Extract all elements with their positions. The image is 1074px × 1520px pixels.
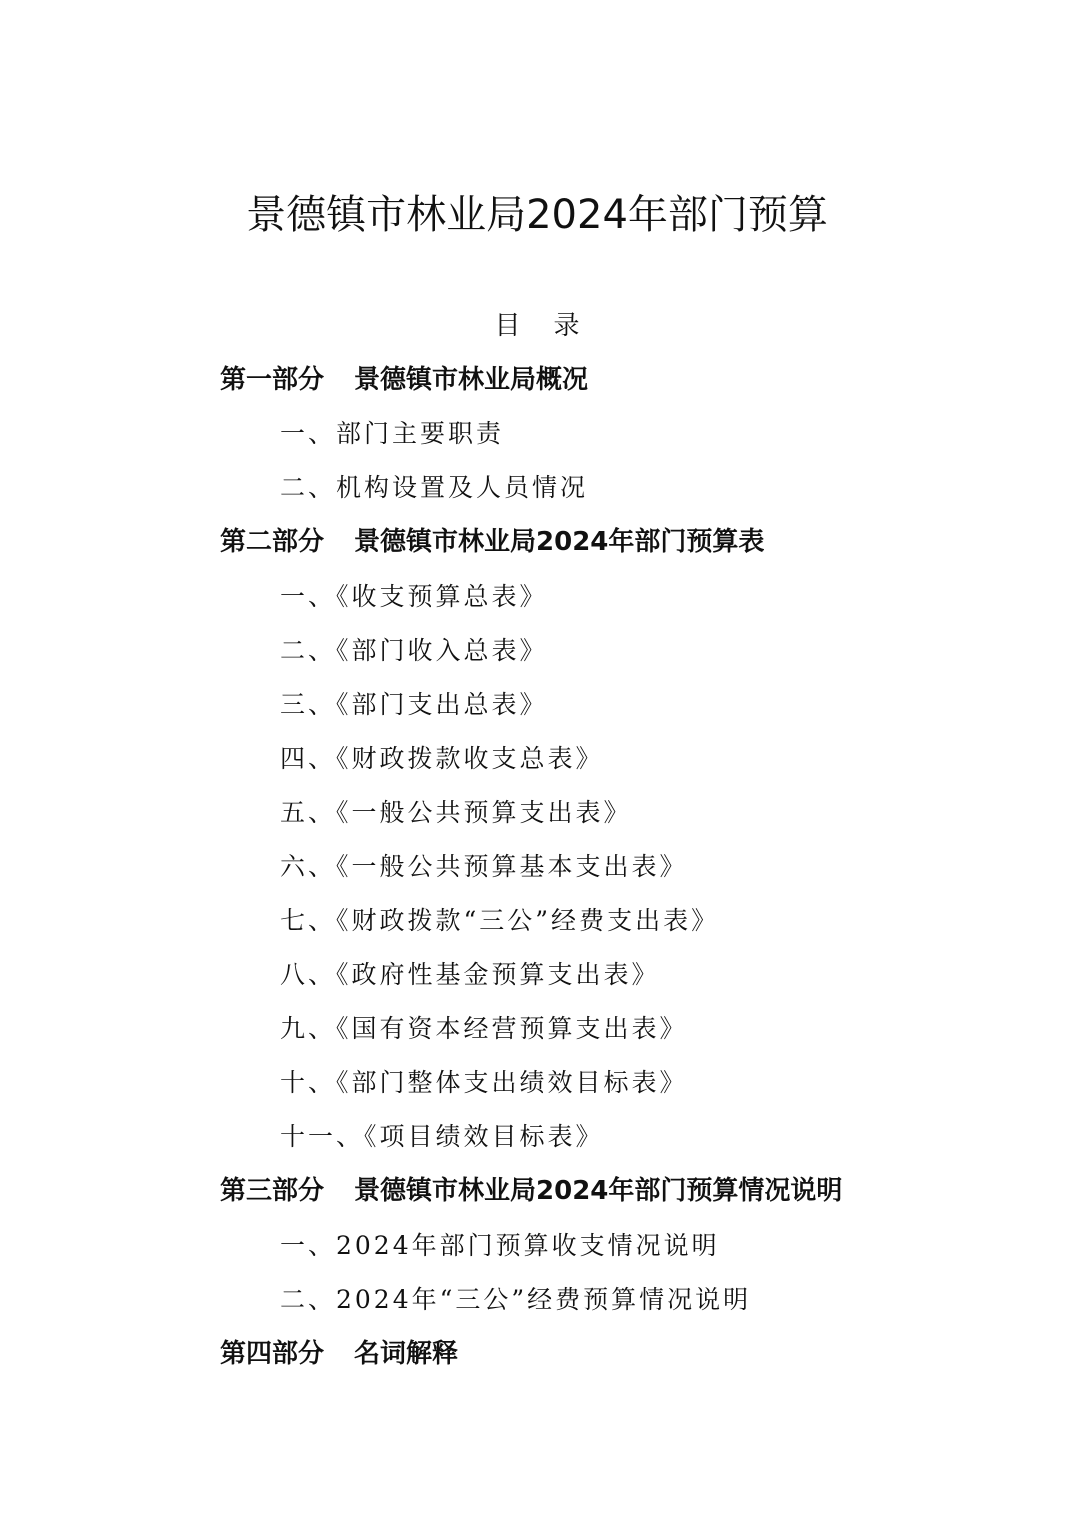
toc-item: 二、机构设置及人员情况 xyxy=(280,473,589,502)
toc-item: 八、《政府性基金预算支出表》 xyxy=(280,960,660,989)
part-number: 第三部分 xyxy=(220,1176,325,1206)
part-number: 第二部分 xyxy=(220,527,325,557)
toc-heading: 目 录 xyxy=(494,311,580,341)
toc-item: 一、2024年部门预算收支情况说明 xyxy=(280,1231,720,1260)
toc-item: 二、2024年“三公”经费预算情况说明 xyxy=(280,1285,752,1314)
toc-item: 三、《部门支出总表》 xyxy=(280,690,548,719)
toc-item: 二、《部门收入总表》 xyxy=(280,636,548,665)
part-number: 第四部分 xyxy=(220,1339,325,1369)
toc-item: 七、《财政拨款“三公”经费支出表》 xyxy=(280,906,720,935)
part-title: 景德镇市林业局概况 xyxy=(354,365,589,395)
toc-item: 四、《财政拨款收支总表》 xyxy=(280,744,604,773)
document-title: 景德镇市林业局2024年部门预算 xyxy=(246,192,828,238)
toc-part-4 xyxy=(220,1334,458,1374)
toc-part-1 xyxy=(220,360,588,400)
toc-item: 一、《收支预算总表》 xyxy=(280,582,548,611)
part-title: 名词解释 xyxy=(354,1339,459,1369)
toc-part-3 xyxy=(220,1171,842,1211)
part-title: 景德镇市林业局2024年部门预算表 xyxy=(354,527,765,557)
part-title: 景德镇市林业局2024年部门预算情况说明 xyxy=(354,1176,843,1206)
toc-item: 十一、《项目绩效目标表》 xyxy=(280,1122,604,1151)
toc-item: 十、《部门整体支出绩效目标表》 xyxy=(280,1068,688,1097)
toc-item: 一、部门主要职责 xyxy=(280,419,505,448)
toc-part-2 xyxy=(220,522,764,562)
toc-item: 九、《国有资本经营预算支出表》 xyxy=(280,1014,688,1043)
toc-item: 五、《一般公共预算支出表》 xyxy=(280,798,632,827)
toc-item: 六、《一般公共预算基本支出表》 xyxy=(280,852,688,881)
part-number: 第一部分 xyxy=(220,365,325,395)
